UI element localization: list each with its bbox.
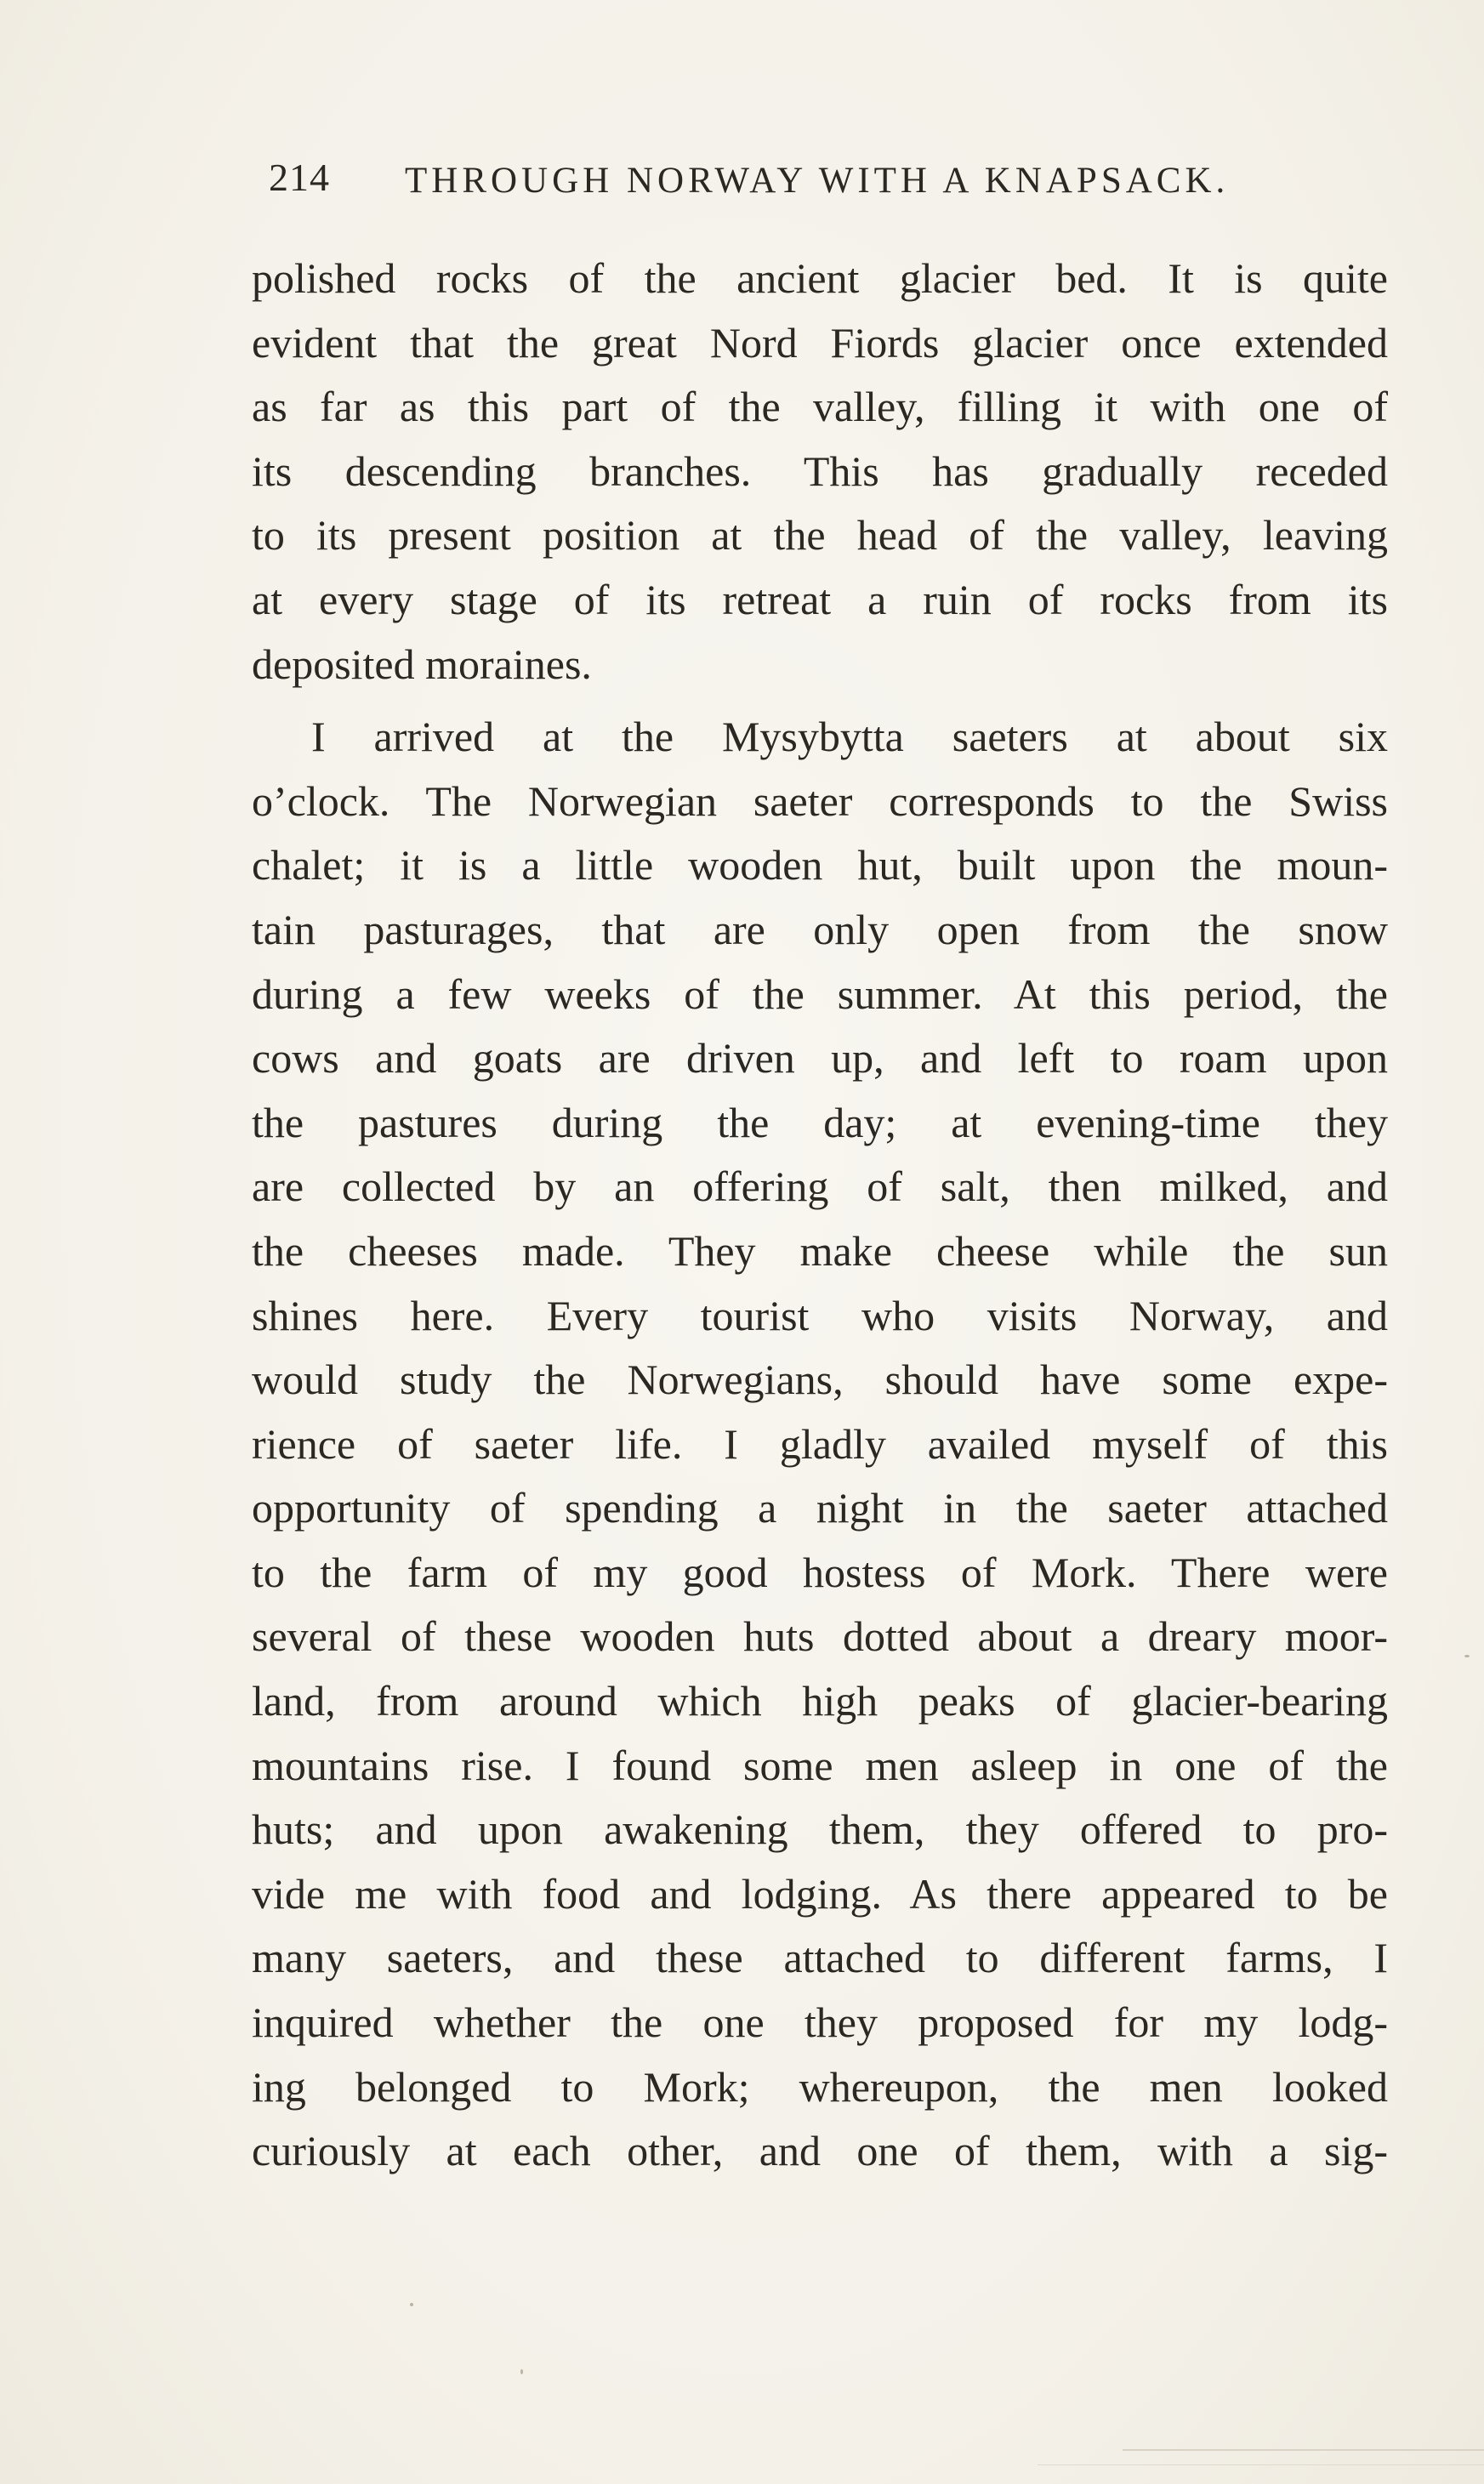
text-line: to its present position at the head of the valley, leaving [252, 511, 1388, 560]
text-line: the pastures during the day; at evening-time they [252, 1098, 1388, 1146]
text-line: o’clock. The Norwegian saeter corresponds to the Swiss [252, 776, 1388, 825]
text-line: many saeters, and these attached to different farms, I [252, 1934, 1388, 1982]
text-line: its descending branches. This has gradually receded [252, 446, 1388, 495]
text-line: the cheeses made. They make cheese while the sun [252, 1226, 1388, 1275]
body-text [252, 247, 1388, 2184]
page-edge-line [1038, 2464, 1484, 2465]
paragraph-2 [252, 705, 1388, 2184]
text-line: opportunity of spending a night in the saeter attached [252, 1484, 1388, 1532]
paper-speck [410, 2303, 413, 2306]
running-title: THROUGH NORWAY WITH A KNAPSACK. [405, 161, 1230, 201]
text-line: land, from around which high peaks of glacier-bearing [252, 1677, 1388, 1725]
text-line: curiously at each other, and one of them, with a sig- [252, 2127, 1388, 2175]
text-line: would study the Norwegians, should have some expe- [252, 1356, 1388, 1404]
text-line: I arrived at the Mysybytta saeters at about six [311, 713, 1388, 761]
text-line: several of these wooden huts dotted about a dreary moor- [252, 1612, 1388, 1661]
text-line: chalet; it is a little wooden hut, built upon the moun- [252, 841, 1388, 890]
running-header [269, 155, 1400, 214]
page-number: 214 [269, 156, 330, 199]
paragraph-1 [252, 247, 1388, 696]
text-line: rience of saeter life. I gladly availed myself of this [252, 1419, 1388, 1468]
text-line: mountains rise. I found some men asleep in one of the [252, 1741, 1388, 1789]
text-line: as far as this part of the valley, filling it with one of [252, 383, 1388, 431]
text-line: polished rocks of the ancient glacier bed. It is quite [252, 254, 1388, 302]
paper-speck [1464, 1655, 1470, 1657]
page-edge-line [1123, 2449, 1484, 2451]
text-line: at every stage of its retreat a ruin of rocks from its [252, 575, 1388, 623]
text-line: evident that the great Nord Fiords glacier once extended [252, 318, 1388, 367]
text-line: inquired whether the one they proposed for my lodg- [252, 1998, 1388, 2047]
text-line: are collected by an offering of salt, then milked, and [252, 1162, 1388, 1211]
text-line: to the farm of my good hostess of Mork. There were [252, 1548, 1388, 1596]
paper-speck [520, 2369, 523, 2374]
text-line: shines here. Every tourist who visits Norway, and [252, 1291, 1388, 1339]
text-line: during a few weeks of the summer. At this period, the [252, 969, 1388, 1018]
text-line: deposited moraines. [252, 639, 592, 688]
text-line: huts; and upon awakening them, they offered to pro- [252, 1805, 1388, 1854]
text-line: tain pasturages, that are only open from the snow [252, 905, 1388, 953]
text-line: ing belonged to Mork; whereupon, the men looked [252, 2062, 1388, 2111]
text-line: vide me with food and lodging. As there appeared to be [252, 1869, 1388, 1918]
text-line: cows and goats are driven up, and left to roam upon [252, 1034, 1388, 1083]
